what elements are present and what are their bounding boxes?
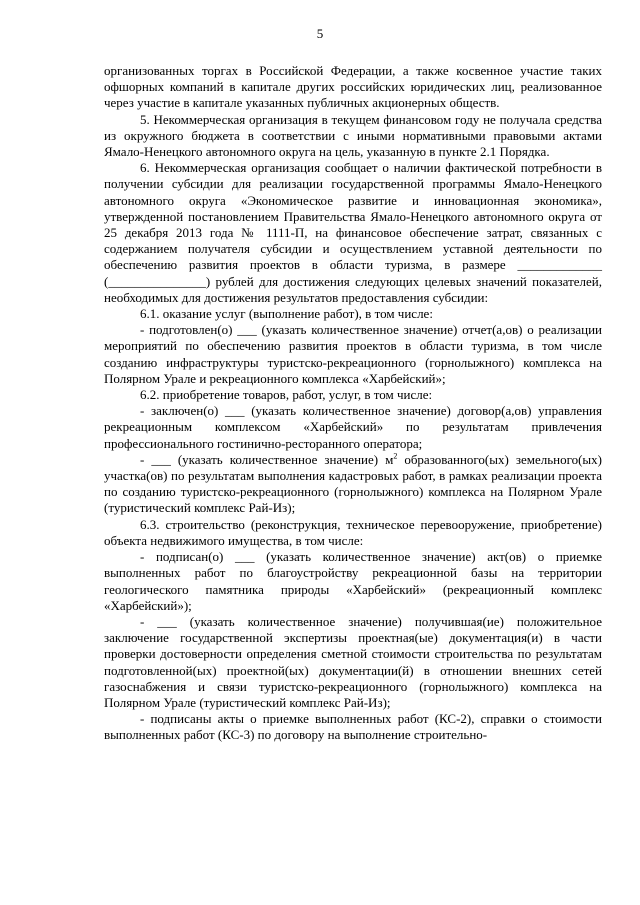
paragraph-item-5: 5. Некоммерческая организация в текущем финансовом году не получала средства из окружного бюджета в соответствии с иными нормативными правовыми актами Ямало-Ненецкого автономного округа на цель, указанную в пункте 2.1 Порядка. — [104, 111, 602, 160]
paragraph-item-6: 6. Некоммерческая организация сообщает о наличии фактической потребности в получении субсидии для реализации государственной программы Ямало-Ненецкого автономного округа «Экономическое развитие и инновационная экономика», утвержденной постановлением Правительства Ямало-Ненецкого автономного округа от 25 декабря 2013 года № 1111-П, на финансовое обеспечение затрат, связанных с содержанием получателя субсидии и осуществлением уставной деятельности по обеспечению развития проектов в области туризма, в размере _____________ (_______________) рублей для достижения следующих целевых значений показателей, необходимых для достижения результатов предоставления субсидии: — [104, 160, 602, 305]
paragraph-item-6-1-report: - подготовлен(о) ___ (указать количественное значение) отчет(а,ов) о реализации мероприятий по обеспечению развития проектов в области туризма, в том числе созданию инфраструктуры туристско-рекреационного (горнолыжного) комплекса на Полярном Урале и рекреационного комплекса «Харбейский»; — [104, 322, 602, 386]
paragraph-item-6-3-ks-acts: - подписаны акты о приемке выполненных работ (КС-2), справки о стоимости выполненных работ (КС-3) по договору на выполнение строительно- — [104, 711, 602, 743]
paragraph-item-6-1: 6.1. оказание услуг (выполнение работ), в том числе: — [140, 306, 433, 322]
document-body — [104, 63, 602, 744]
area-unit-superscript: 2 — [393, 451, 398, 461]
paragraph-item-6-2-land-plots — [104, 452, 602, 517]
land-plots-text-start: - ___ (указать количественное значение) м — [140, 451, 394, 467]
paragraph-item-6-3: 6.3. строительство (реконструкция, техническое перевооружение, приобретение) объекта недвижимого имущества, в том числе: — [104, 516, 602, 548]
land-plots-text-continuation: земельного(ых) участка(ов) по результатам выполнения кадастровых работ, в рамках реализации проекта по созданию туристско-рекреационного (горнолыжного) комплекса на Полярном Урале (туристический комплекс Рай-Из); — [104, 451, 602, 516]
paragraph-offshore-continuation: организованных торгах в Российской Федерации, а также косвенное участие таких офшорных компаний в капитале других российских юридических лиц, реализованное через участие в капитале указанных публичных акционерных обществ. — [104, 63, 602, 111]
page-number: 5 — [316, 26, 324, 41]
paragraph-item-6-3-expertise: - ___ (указать количественное значение) получившая(ие) положительное заключение государственной экспертизы проектная(ые) документация(и) в части проверки достоверности определения сметной стоимости строительства по результатам подготовленной(ых) проектной(ых) документации(й) в отношении внешних сетей газоснабжения и связи туристско-рекреационного (горнолыжного) комплекса на Полярном Урале (туристический комплекс Рай-Из); — [104, 613, 602, 710]
paragraph-item-6-3-acts: - подписан(о) ___ (указать количественное значение) акт(ов) о приемке выполненных работ по благоустройству рекреационной базы на территории геологического памятника природы «Харбейский» (рекреационный комплекс «Харбейский»); — [104, 549, 602, 613]
land-plots-text-tail: образованного(ых) — [397, 451, 509, 467]
paragraph-item-6-2-contract: - заключен(о) ___ (указать количественное значение) договор(а,ов) управления рекреационным комплексом «Харбейский» по результатам привлечения профессионального гостинично-ресторанного оператора; — [104, 403, 602, 451]
paragraph-item-6-2: 6.2. приобретение товаров, работ, услуг, в том числе: — [140, 387, 433, 403]
